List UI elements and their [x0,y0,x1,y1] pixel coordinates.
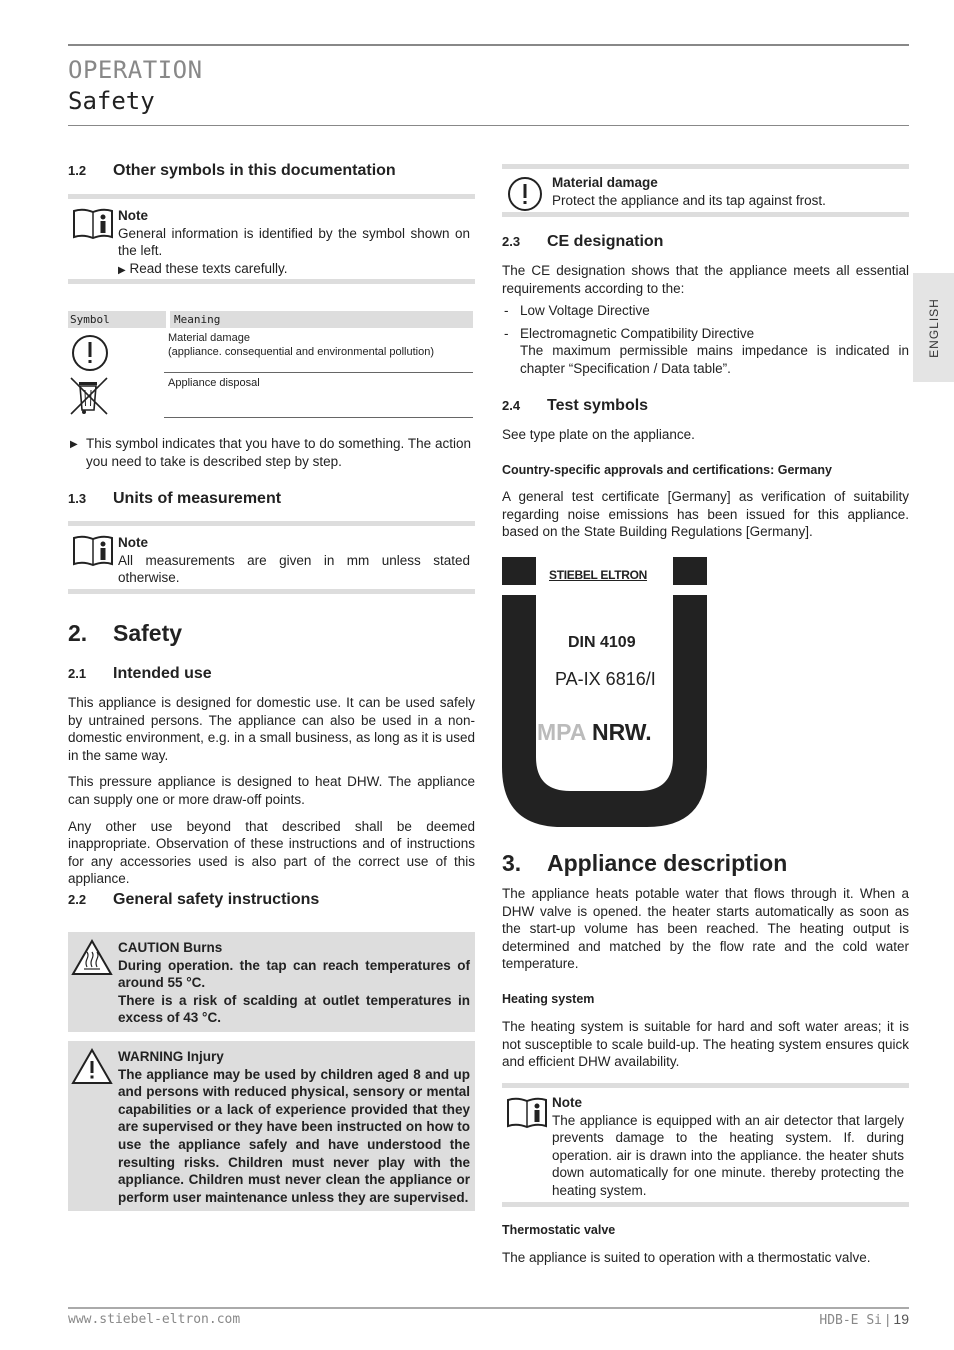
heating-heading: Heating system [502,992,595,1006]
badge-din: DIN 4109 [568,634,636,651]
thermostatic-heading: Thermostatic valve [502,1223,616,1237]
table-row: Material damage (appliance. consequential and environmental pollution) [68,328,473,373]
table-header: Symbol Meaning [68,311,473,328]
note-label: Note [118,208,148,223]
table-row: Appliance disposal [68,373,473,418]
heading-2-4: 2.4 Test symbols [502,397,649,414]
material-damage-box: Material damage Protect the appliance and its tap against frost. [502,164,909,217]
badge-mpa-nrw: MPA NRW. [537,719,652,745]
note-book-icon [505,1096,549,1130]
note-box-2 [68,521,475,594]
footer-url[interactable]: www.stiebel-eltron.com [68,1312,241,1327]
note-text: All measurements are given in mm unless stated otherwise. [118,552,470,586]
list-item: - Low Voltage Directive [502,302,909,320]
exclamation-circle-icon [71,334,109,372]
caution-box: CAUTION Burns During operation. the tap can reach temperatures of around 55 °C. There is a risk of scalding at outlet temperatures in excess of 43 °C. [68,932,475,1032]
heading-1-3: 1.3 Units of measurement [68,490,282,507]
country-text: A general test certificate [Germany] as verification of suitability regarding noise emissions has been issued for this appliance. based on the State Building Regulations [Germany]. [502,489,909,540]
note-box-3 [502,1083,909,1207]
note-text: The appliance is equipped with an air detector that largely prevents damage to the heating system. If. during operation. air is drawn into the appliance. the heater shuts down automatically for one minute. thereby protecting the heating system. [552,1112,904,1198]
header-rule [68,44,909,46]
heading-1-2: 1.2 Other symbols in this documentation [68,162,396,179]
heading-2-2: 2.2 General safety instructions [68,891,320,908]
action-instruction: ▶ This symbol indicates that you have to do something. The action you need to take is described step by step. [70,436,471,469]
heading-2: 2. Safety [68,620,183,646]
test-text: See type plate on the appliance. [502,427,695,442]
header-divider [68,125,909,126]
symbol-table [68,311,473,418]
heading-2-1: 2.1 Intended use [68,665,212,682]
list-item: - Electromagnetic Compatibility Directive [502,325,909,343]
warning-triangle-icon [71,1048,113,1086]
u-badge-shape [502,557,707,827]
heading-3: 3. Appliance description [502,850,788,876]
note-label: Note [552,1095,582,1110]
test-badge [502,557,707,827]
footer-rule [68,1307,909,1309]
footer-page-info: HDB-E Si | 19 [819,1311,909,1328]
country-heading: Country-specific approvals and certifications: Germany [502,463,832,477]
heading-2-3: 2.3 CE designation [502,233,664,250]
hot-surface-warning-icon [71,939,113,977]
thermostatic-text: The appliance is suited to operation with a thermostatic valve. [502,1250,871,1265]
badge-pa: PA-IX 6816/I [555,669,656,689]
note-box-1 [68,194,475,284]
heating-text: The heating system is suitable for hard and soft water areas; it is not susceptible to scale build-up. The heating system ensures quick and efficient DHW availability. [502,1019,909,1070]
warning-box: WARNING Injury The appliance may be used by children aged 8 and up and persons with reduced physical, sensory or mental capabilities or a lack of experience provided that they are supervised or they have been instructed on how to use the appliance safely and have understood the resulting risks. Children must never play with the appliance. Children must never clean the appliance or perform user maintenance unless they are supervised. [68,1041,475,1211]
badge-brand: STIEBEL ELTRON [549,568,648,582]
note-book-icon [71,207,115,241]
exclamation-circle-icon [507,176,543,212]
note-action: ▶ Read these texts carefully. [118,260,288,276]
note-text: General information is identified by the symbol shown on the left. [118,225,470,259]
header-subtitle: Safety [68,87,155,115]
intended-use-text: This appliance is designed for domestic use. It can be used safely by untrained persons. The appliance can also be used in a non-domestic environment, e.g. in a small business, as long as it is used in the same way. This pressure appliance is designed to heat DHW. The appliance can supply one or more draw-off points. Any other use beyond that described shall be deemed inappropriate. Observation of these instructions and of instructions for any accessories used is also part of the correct use of this appliance. [68,695,475,887]
note-label: Note [118,535,148,550]
note-book-icon [71,534,115,568]
ce-section: The CE designation shows that the appliance meets all essential requirements according to the: - Low Voltage Directive - Electromagnetic Compatibility Directive The maximum permissible mains impedance is indicated in chapter “Specification / Data table”. [502,262,909,378]
language-tab[interactable]: ENGLISH [913,273,954,382]
crossed-bin-icon [69,376,111,416]
header-section: OPERATION [68,56,203,84]
appliance-description: The appliance heats potable water that flows through it. When a DHW valve is opened. the heater starts automatically as soon as the start-up volume has been reached. The heating output is determined and matched by the flow rate and the cold water temperature. [502,886,909,972]
